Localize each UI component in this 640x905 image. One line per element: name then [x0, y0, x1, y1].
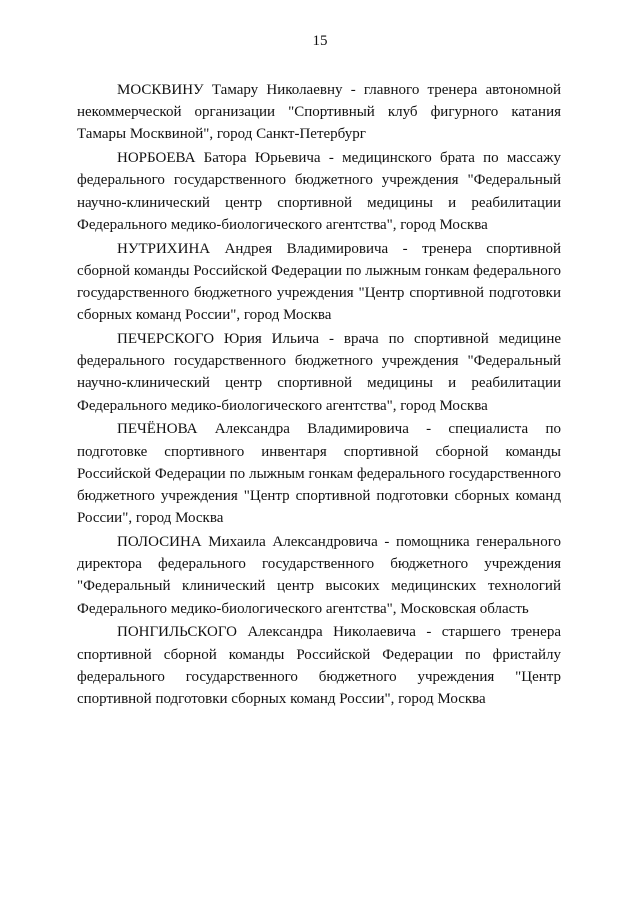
award-entry-pongilsky: ПОНГИЛЬСКОГО Александра Николаевича - старшего тренера спортивной сборной команды Российской Федерации по фристайлу федерального государственного бюджетного учреждения "Центр спортивной подготовки сборных команд России", город Москва: [77, 624, 561, 708]
award-entry-norboev: НОРБОЕВА Батора Юрьевича - медицинского брата по массажу федерального государственного бюджетного учреждения "Федеральный научно-клинический центр спортивной медицины и реабилитации Федерального медико-биологического агентства", город Москва: [77, 150, 561, 233]
award-entry-polosin: ПОЛОСИНА Михаила Александровича - помощника генерального директора федерального государственного бюджетного учреждения "Федеральный клинический центр высоких медицинских технологий Федерального медико-биологического агентства", Московская область: [77, 534, 561, 617]
award-entry-nutrikhin: НУТРИХИНА Андрея Владимировича - тренера спортивной сборной команды Российской Федерации по лыжным гонкам федерального государственного бюджетного учреждения "Центр спортивной подготовки сборных команд России", город Москва: [77, 240, 561, 324]
award-list: [77, 79, 561, 712]
award-entry-pechenov: ПЕЧЁНОВА Александра Владимировича - специалиста по подготовке спортивного инвентаря спортивной сборной команды Российской Федерации по лыжным гонкам федерального государственного бюджетного учреждения "Центр спортивной подготовки сборных команд России", город Москва: [77, 421, 561, 527]
award-entry-moskvina: МОСКВИНУ Тамару Николаевну - главного тренера автономной некоммерческой организации "Спортивный клуб фигурного катания Тамары Москвиной", город Санкт-Петербург: [77, 82, 561, 143]
award-entry-pechersky: ПЕЧЕРСКОГО Юрия Ильича - врача по спортивной медицине федерального государственного бюджетного учреждения "Федеральный научно-клинический центр спортивной медицины и реабилитации Федерального медико-биологического агентства", город Москва: [77, 331, 561, 414]
page-number: 15: [312, 33, 328, 49]
